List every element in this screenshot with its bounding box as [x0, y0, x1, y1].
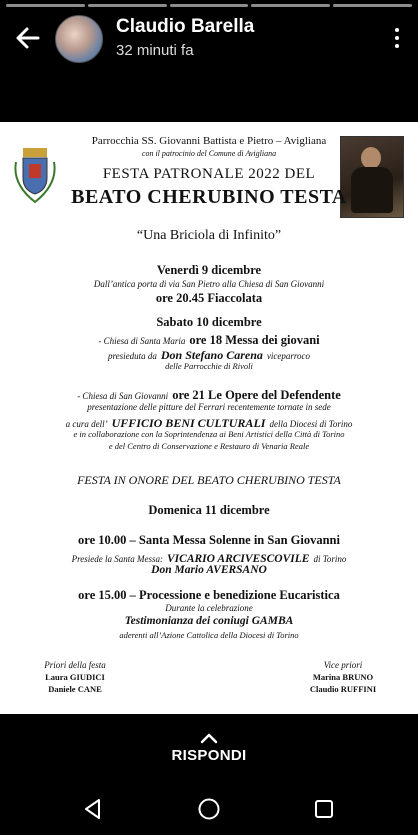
priors-block: [20, 660, 130, 694]
vice-priors-block: [288, 660, 398, 694]
sat2-event: ore 21 Le Opere del Defendente: [172, 388, 341, 402]
sat1-role: viceparroco: [266, 351, 311, 361]
sun2-during: Durante la celebrazione: [165, 603, 253, 613]
sat2-desc-3: e in collaborazione con la Soprintendenza ai Beni Artistici della Città di Torino: [73, 429, 345, 439]
story-header: [0, 10, 418, 70]
reply-bar[interactable]: [0, 714, 418, 784]
friday-heading: Venerdì 9 dicembre: [156, 263, 262, 277]
festa-title: FESTA PATRONALE 2022 DEL: [102, 166, 316, 182]
reply-button[interactable]: RISPONDI: [171, 747, 247, 764]
sun1-name: Don Mario AVERSANO: [151, 564, 267, 576]
sunday-event-1: ore 10.00 – Santa Messa Solenne in San Giovanni: [78, 533, 340, 547]
arrow-left-icon[interactable]: [14, 24, 42, 52]
sat2-desc-2c: della Diocesi di Torino: [269, 419, 353, 429]
sat2-desc-4: e del Centro di Conservazione e Restauro di Venaria Reale: [108, 441, 310, 451]
progress-segment: [251, 4, 330, 7]
saturday-heading: Sabato 10 dicembre: [156, 315, 262, 329]
prior-name: Laura GIUDICI: [45, 672, 105, 682]
sunday-heading: Domenica 11 dicembre: [148, 503, 270, 517]
sat2-desc-1: presentazione delle pitture del Ferrari recentemente tornate in sede: [87, 402, 331, 412]
sun2-members: aderenti all’Azione Cattolica della Diocesi di Torino: [119, 630, 299, 640]
sat2-desc-2a: a cura dell’: [65, 419, 108, 429]
vice-priors-heading: Vice priori: [323, 660, 363, 670]
sat1-prefix: - Chiesa di Santa Maria: [98, 336, 186, 346]
sat2-prefix: - Chiesa di San Giovanni: [77, 391, 169, 401]
sat1-role-2: delle Parrocchie di Rivoli: [165, 361, 253, 371]
avatar[interactable]: [55, 15, 103, 63]
sat2-desc-2b: UFFICIO BENI CULTURALI: [111, 416, 266, 430]
story-progress-bar: [6, 4, 412, 7]
sat1-name: Don Stefano Carena: [160, 348, 263, 362]
friday-route: Dall’antica porta di via San Pietro alla Chiesa di San Giovanni: [93, 279, 325, 289]
priors-heading: Priori della festa: [44, 660, 106, 670]
sun1-presided: Presiede la Santa Messa:: [71, 554, 164, 564]
more-vert-icon[interactable]: [394, 28, 400, 50]
triangle-back-icon[interactable]: [80, 796, 106, 822]
parish-line: Parrocchia SS. Giovanni Battista e Pietro – Avigliana: [91, 135, 327, 147]
vice-prior-name: Claudio RUFFINI: [309, 684, 377, 694]
progress-segment: [170, 4, 249, 7]
sat1-event: ore 18 Messa dei giovani: [189, 333, 320, 347]
story-poster: [0, 122, 418, 714]
patronage-line: con il patrocinio del Comune di Avigliana: [141, 149, 277, 158]
post-time: 32 minuti fa: [116, 42, 194, 59]
sun2-testimony: Testimonianza dei coniugi GAMBA: [124, 615, 294, 627]
sun1-vicar-of: di Torino: [313, 554, 347, 564]
honor-line: FESTA IN ONORE DEL BEATO CHERUBINO TESTA: [77, 473, 341, 487]
vice-prior-name: Marina BRUNO: [312, 672, 374, 682]
poster-subtitle: “Una Briciola di Infinito”: [136, 228, 282, 243]
system-nav-bar: [0, 784, 418, 835]
user-name[interactable]: Claudio Barella: [116, 16, 255, 37]
friday-event: ore 20.45 Fiaccolata: [155, 291, 263, 305]
sunday-event-2: ore 15.00 – Processione e benedizione Eucaristica: [78, 588, 340, 602]
chevron-up-icon[interactable]: [199, 732, 219, 744]
circle-home-icon[interactable]: [196, 796, 222, 822]
progress-segment: [88, 4, 167, 7]
square-recents-icon[interactable]: [311, 796, 337, 822]
prior-name: Daniele CANE: [48, 684, 102, 694]
main-title: BEATO CHERUBINO TESTA: [71, 186, 347, 208]
progress-segment: [333, 4, 412, 7]
sun1-vicar: VICARIO ARCIVESCOVILE: [167, 553, 310, 565]
progress-segment: [6, 4, 85, 7]
sat1-presided: presieduta da: [107, 351, 157, 361]
